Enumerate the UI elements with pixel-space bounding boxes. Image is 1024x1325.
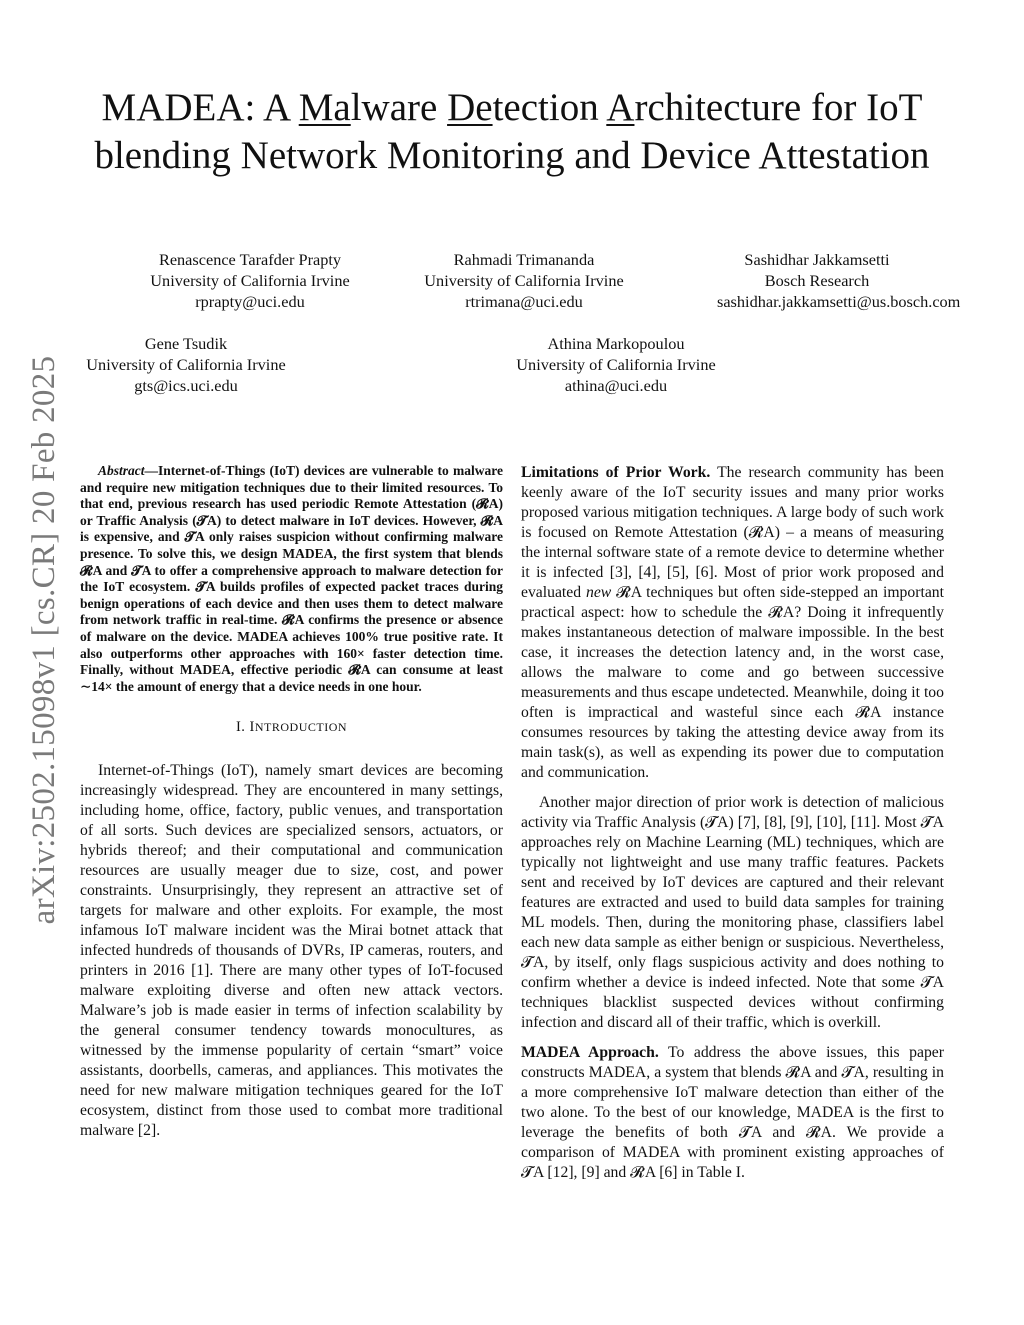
author-block bbox=[424, 249, 624, 312]
title-text: MADEA: A bbox=[101, 86, 299, 129]
section-title-initial: I bbox=[249, 719, 255, 736]
author-email: sashidhar.jakkamsetti@us.bosch.com bbox=[717, 292, 961, 311]
author-block bbox=[717, 249, 961, 312]
author-block bbox=[516, 333, 716, 396]
author-name: Renascence Tarafder Prapty bbox=[158, 250, 342, 269]
section-title-rest: NTRODUCTION bbox=[254, 720, 348, 735]
prior-work-lead: Limitations of Prior Work. bbox=[521, 464, 711, 481]
author-email: rprapty@uci.edu bbox=[195, 292, 305, 311]
author-affiliation: Bosch Research bbox=[764, 271, 870, 290]
intro-paragraph: Internet-of-Things (IoT), namely smart devices are becoming increasingly widespread. They are encountered in many settings, including home, office, factory, public venues, and transportation of all sorts. Such devices are specialized sensors, actuators, or hybrids thereof; and their computational and communication resources are usually meager due to size, cost, and power constraints. Unsurprisingly, they represent an attractive set of targets for malware and other exploits. For example, the most infamous IoT malware incident was the Mirai botnet attack that infected hundreds of thousands of DVRs, IP cameras, routers, and printers in 2016 [1]. There are many other types of IoT-focused malware exploiting diverse and often new attack vectors. Malware’s job is made easier in terms of infection scalability by the general consumer tendency towards monocultures, as witnessed by the immense popularity of certain “smart” voice assistants, doorbells, cameras, and appliances. This motivates the need for new malware mitigation techniques geared for the IoT ecosystem, distinct from those used to combat more traditional malware [2]. bbox=[80, 762, 503, 1140]
paper-title bbox=[80, 84, 944, 180]
author-email: athina@uci.edu bbox=[564, 376, 668, 395]
approach-text: To address the above issues, this paper constructs MADEA, a system that blends 𝓡A and 𝓣A, resulting in a more comprehensive IoT malware detection than either of the two alone. To the best of our knowledge, MADEA is the first to leverage the benefits of both 𝓣A and 𝓡A. We provide a comparison of MADEA with prominent existing approaches of 𝓣A [12], [9] and 𝓡A [6] in Table I. bbox=[521, 1044, 944, 1181]
left-column bbox=[80, 463, 503, 1141]
abstract-dash: — bbox=[144, 463, 159, 478]
author-email: gts@ics.uci.edu bbox=[134, 376, 238, 395]
prior-work-paragraph bbox=[521, 463, 944, 783]
traffic-analysis-paragraph: Another major direction of prior work is detection of malicious activity via Traffic Analysis (𝓣A) [7], [8], [9], [10], [11]. Most 𝓣A approaches rely on Machine Learning (ML) techniques, which are typically not lightweight and use many traffic features. Packets sent and received by IoT devices are captured and their relevant features are extracted and used to build data samples for training ML models. Then, during the monitoring phase, classifiers label each new data sample as either benign or suspicious. Nevertheless, 𝓣A, by itself, only flags suspicious activity and does nothing to confirm whether a device is indeed infected. Note that some 𝓣A techniques blacklist suspected devices without confirming infection and discard all of their traffic, which is overkill. bbox=[521, 794, 944, 1031]
author-block bbox=[150, 249, 350, 312]
author-name: Rahmadi Trimananda bbox=[453, 250, 595, 269]
prior-work-emphasis: new bbox=[585, 584, 612, 601]
abstract-label: Abstract bbox=[98, 463, 145, 478]
section-heading bbox=[80, 717, 503, 737]
author-affiliation: University of California Irvine bbox=[516, 355, 716, 374]
title-underlined-ma: Ma bbox=[298, 86, 351, 129]
abstract bbox=[80, 463, 503, 695]
title-text: lware bbox=[350, 86, 448, 129]
prior-work-text: The research community has been keenly aware of the IoT security issues and many prior works proposed various mitigation techniques. A large body of such work is focused on Remote Attestation (𝓡A) – a means of measuring the internal software state of a remote device to determine whether it is infected [3], [4], [5], [6]. Most of prior work proposed and evaluated bbox=[521, 464, 944, 601]
approach-paragraph bbox=[521, 1043, 944, 1183]
title-underlined-de: De bbox=[447, 86, 493, 129]
title-text: rchitecture for IoT blending Network Monitoring and Device Attestation bbox=[94, 86, 930, 177]
author-email: rtrimana@uci.edu bbox=[465, 292, 583, 311]
title-underlined-a: A bbox=[606, 86, 635, 129]
author-block bbox=[86, 333, 286, 396]
author-affiliation: University of California Irvine bbox=[150, 271, 350, 290]
author-name: Sashidhar Jakkamsetti bbox=[744, 250, 890, 269]
title-text: tection bbox=[492, 86, 607, 129]
author-name: Athina Markopoulou bbox=[547, 334, 685, 353]
author-affiliation: University of California Irvine bbox=[424, 271, 624, 290]
right-column bbox=[521, 463, 944, 1183]
section-numeral: I. bbox=[235, 719, 246, 736]
abstract-text: Internet-of-Things (IoT) devices are vulnerable to malware and require new mitigation techniques due to their limited resources. To that end, previous research has used periodic Remote Attestation (𝓡A) or Traffic Analysis (𝓣A) to detect malware in IoT devices. However, 𝓡A is expensive, and 𝓣A only raises suspicion without confirming malware presence. To solve this, we design MADEA, the first system that blends 𝓡A and 𝓣A to offer a comprehensive approach to malware detection for the IoT ecosystem. 𝓣A builds profiles of expected packet traces during benign operations of each device and then uses them to detect malware from network traffic in real-time. 𝓡A confirms the presence or absence of malware on the device. MADEA achieves 100% true positive rate. It also outperforms other approaches with 160× faster detection time. Finally, without MADEA, effective periodic 𝓡A can consume at least ∼14× the amount of energy that a device needs in one hour. bbox=[80, 463, 503, 694]
prior-work-text: 𝓡A techniques but often side-stepped an important practical aspect: how to schedule the 𝓡A? Doing it infrequently makes instantaneous detection of malware impossible. In the best case, it increases the detection latency and, in the worst case, allows the malware to come and go between successive measurements and thus escape undetected. Meanwhile, doing it too often is impractical and wasteful since each 𝓡A instance consumes resources by taking the attesting device away from its main task(s), as well as expending its power due to computation and communication. bbox=[521, 584, 944, 781]
arxiv-identifier-stamp: arXiv:2502.15098v1 [cs.CR] 20 Feb 2025 bbox=[26, 355, 62, 925]
approach-lead: MADEA Approach. bbox=[521, 1044, 659, 1061]
author-affiliation: University of California Irvine bbox=[86, 355, 286, 374]
author-name: Gene Tsudik bbox=[144, 334, 228, 353]
